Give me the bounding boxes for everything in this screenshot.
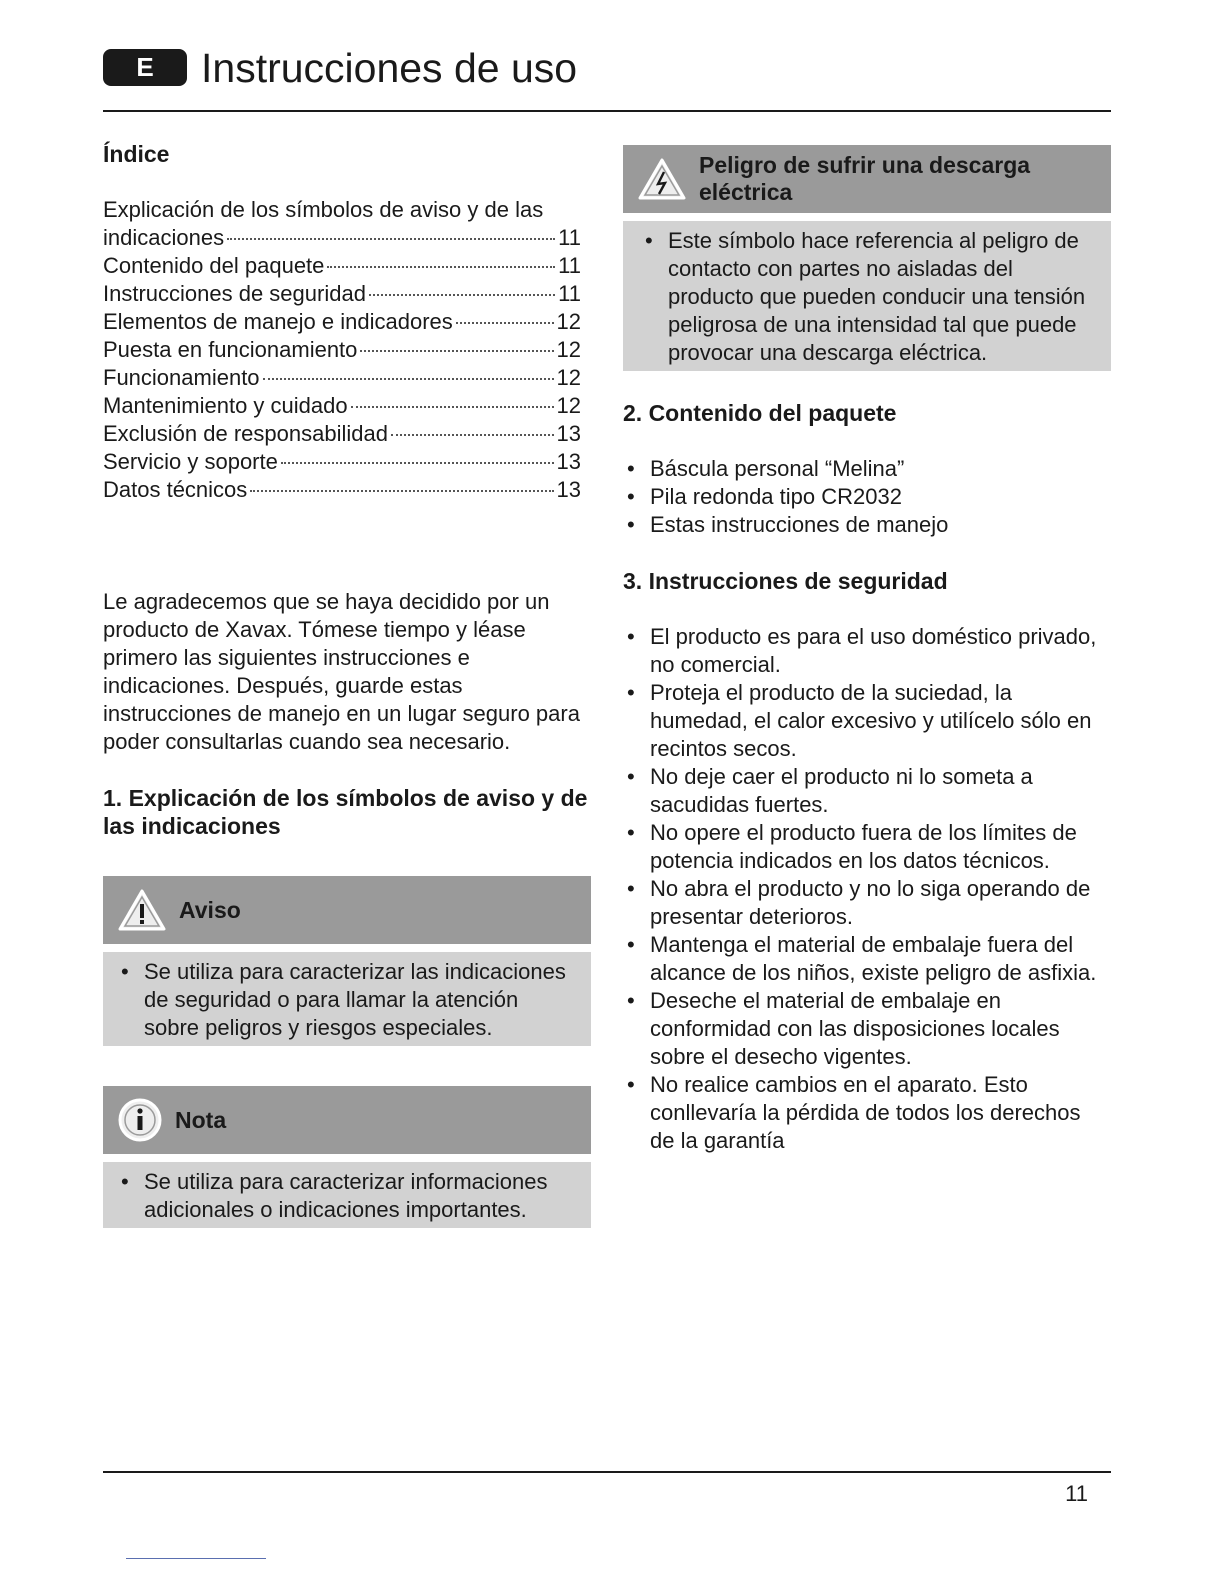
toc-entry-label: Elementos de manejo e indicadores: [103, 309, 453, 334]
toc-entry-page: 12: [556, 309, 581, 334]
toc-entry-page: 12: [556, 393, 581, 418]
intro-paragraph: Le agradecemos que se haya decidido por un producto de Xavax. Tómese tiempo y léase primero las siguientes instrucciones e indicaciones. Después, guarde estas instrucciones de manejo en un lugar seguro para poder consultarlas cuando sea necesario.: [103, 589, 580, 754]
toc-entry[interactable]: [103, 476, 581, 504]
toc-entry[interactable]: [103, 308, 581, 336]
toc-entry-label: Servicio y soporte: [103, 449, 278, 474]
toc-entry-page: 13: [556, 477, 581, 502]
toc-leader-dots: [281, 462, 554, 464]
language-badge: E: [103, 49, 187, 86]
toc-entry-page: 13: [556, 449, 581, 474]
table-of-contents: [103, 196, 581, 504]
warning-triangle-icon: [117, 888, 167, 932]
toc-first-line: Explicación de los símbolos de aviso y de las: [103, 197, 544, 222]
list-item: • No realice cambios en el aparato. Esto conllevaría la pérdida de todos los derechos de la garantía: [623, 1071, 1111, 1155]
aviso-box-body: [103, 952, 591, 1046]
toc-entry[interactable]: [103, 364, 581, 392]
toc-leader-dots: [391, 434, 554, 436]
toc-entry[interactable]: [103, 392, 581, 420]
toc-heading: Índice: [103, 141, 170, 167]
list-item: • Pila redonda tipo CR2032: [623, 483, 1111, 511]
aviso-text: • Se utiliza para caracterizar las indicaciones de seguridad o para llamar la atención sobre peligros y riesgos especiales.: [117, 958, 571, 1042]
aviso-box-header: [103, 876, 591, 944]
danger-box-header: [623, 145, 1111, 213]
list-item: • Proteja el producto de la suciedad, la humedad, el calor excesivo y utilícelo sólo en recintos secos.: [623, 679, 1111, 763]
safety-instructions-list: [623, 623, 1111, 1155]
toc-entry-label: Mantenimiento y cuidado: [103, 393, 348, 418]
toc-leader-dots: [456, 322, 554, 324]
toc-entry-page: 13: [556, 421, 581, 446]
list-item: • No abra el producto y no lo siga operando de presentar deterioros.: [623, 875, 1111, 931]
toc-entry-label: Instrucciones de seguridad: [103, 281, 366, 306]
toc-leader-dots: [227, 238, 555, 240]
page-header: [103, 40, 1111, 112]
danger-text: • Este símbolo hace referencia al peligro de contacto con partes no aisladas del producto que pueden conducir una tensión peligrosa de una intensidad tal que puede provocar una descarga eléctrica.: [641, 227, 1091, 367]
toc-entry[interactable]: [103, 336, 581, 364]
toc-leader-dots: [351, 406, 554, 408]
toc-entry-label: Datos técnicos: [103, 477, 248, 502]
toc-entry[interactable]: [103, 420, 581, 448]
toc-entry[interactable]: [103, 224, 581, 252]
danger-box: [623, 145, 1111, 371]
page-number: 11: [1065, 1481, 1088, 1506]
toc-entry[interactable]: [103, 252, 581, 280]
toc-entry-page: 12: [556, 337, 581, 362]
section-3-heading: 3. Instrucciones de seguridad: [623, 568, 948, 594]
toc-entry-page: 11: [558, 281, 581, 306]
toc-entry-label: Exclusión de responsabilidad: [103, 421, 388, 446]
section-1-heading: 1. Explicación de los símbolos de aviso y de las indicaciones: [103, 785, 588, 839]
nota-box-body: [103, 1162, 591, 1228]
list-item: • Estas instrucciones de manejo: [623, 511, 1111, 539]
info-circle-icon: [117, 1097, 163, 1143]
list-item: • El producto es para el uso doméstico privado, no comercial.: [623, 623, 1111, 679]
aviso-title: Aviso: [179, 896, 241, 923]
toc-leader-dots: [369, 294, 555, 296]
aviso-box: [103, 876, 591, 1046]
left-column: [103, 138, 591, 1228]
toc-entry-label: Puesta en funcionamiento: [103, 337, 358, 362]
nota-box: [103, 1086, 591, 1228]
right-column: [623, 145, 1111, 1155]
bottom-divider: [126, 1558, 266, 1559]
toc-leader-dots: [327, 266, 555, 268]
section-2-heading: 2. Contenido del paquete: [623, 400, 897, 426]
electric-shock-warning-icon: [637, 157, 687, 201]
toc-entry[interactable]: [103, 448, 581, 476]
danger-box-body: [623, 221, 1111, 371]
danger-title: Peligro de sufrir una descarga eléctrica: [699, 152, 1031, 205]
toc-entry-page: 11: [558, 225, 581, 250]
list-item: • Mantenga el material de embalaje fuera del alcance de los niños, existe peligro de asfixia.: [623, 931, 1111, 987]
toc-entry-label: Funcionamiento: [103, 365, 260, 390]
toc-entry[interactable]: [103, 280, 581, 308]
footer-rule: [103, 1471, 1111, 1473]
nota-box-header: [103, 1086, 591, 1154]
document-title: Instrucciones de uso: [201, 45, 578, 91]
list-item: • No deje caer el producto ni lo someta a sacudidas fuertes.: [623, 763, 1111, 819]
toc-entry-page: 11: [558, 253, 581, 278]
list-item: • No opere el producto fuera de los límites de potencia indicados en los datos técnicos.: [623, 819, 1111, 875]
list-item: • Deseche el material de embalaje en conformidad con las disposiciones locales sobre el desecho vigentes.: [623, 987, 1111, 1071]
toc-entry-page: 12: [556, 365, 581, 390]
toc-entry-label: Contenido del paquete: [103, 253, 325, 278]
toc-leader-dots: [360, 350, 553, 352]
package-contents-list: [623, 455, 1111, 539]
nota-text: • Se utiliza para caracterizar informaciones adicionales o indicaciones importantes.: [117, 1168, 571, 1224]
list-item: • Báscula personal “Melina”: [623, 455, 1111, 483]
nota-title: Nota: [175, 1106, 227, 1133]
toc-leader-dots: [263, 378, 554, 380]
toc-leader-dots: [250, 490, 553, 492]
toc-entry-label: indicaciones: [103, 225, 225, 250]
